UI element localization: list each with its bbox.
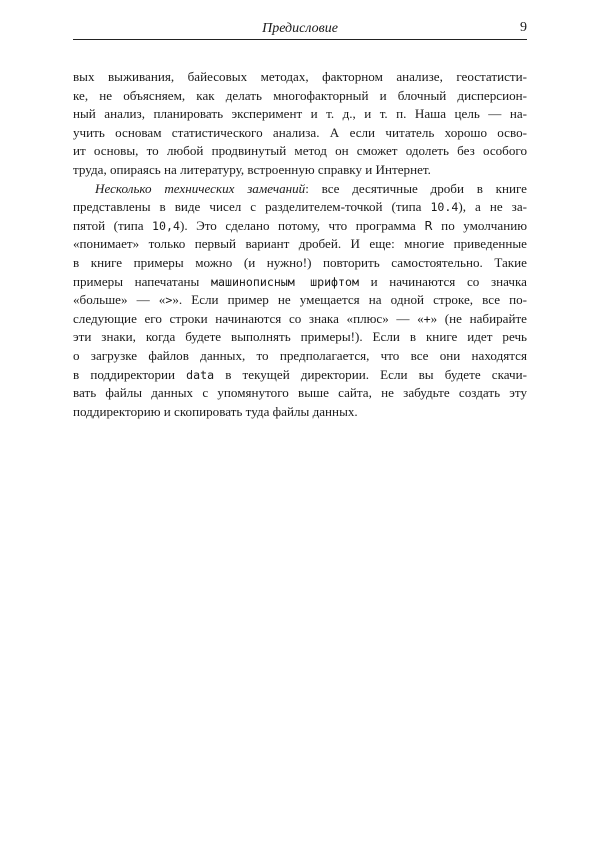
text-span: следующие его строки начинаются со знака «плюс» — « <box>73 310 424 326</box>
text-span: и начинаются со значка <box>358 273 527 289</box>
code-span: data <box>186 367 215 382</box>
text-span: ит основы, то любой продвинутый метод он сможет одолеть без особого <box>73 143 527 159</box>
text-span: пятой (типа <box>73 217 153 233</box>
text-span: » (не набирайте <box>430 310 527 326</box>
text-span: ный анализ, планировать эксперимент и т. д., и т. п. Наша цель — на- <box>73 106 527 122</box>
text-span: в поддиректории <box>73 366 187 382</box>
code-span: машинописным шрифтом <box>211 274 359 289</box>
italic-span: Несколько технических замечаний <box>95 180 306 196</box>
program-name: R <box>424 218 433 233</box>
text-span: поддиректорию и скопировать туда файлы данных. <box>73 403 358 419</box>
text-line <box>73 403 527 422</box>
text-line <box>73 291 527 310</box>
text-span: о загрузке файлов данных, то предполагается, что все они находятся <box>73 347 527 363</box>
text-span: : все десятичные дроби в книге <box>305 180 527 196</box>
text-line <box>73 217 527 236</box>
text-line <box>73 235 527 254</box>
body-text <box>73 68 527 421</box>
code-span: + <box>423 311 431 326</box>
text-span: ке, не объясняем, как делать многофакторный и блочный дисперсион- <box>73 87 527 103</box>
text-line <box>73 180 527 199</box>
text-span: в текущей директории. Если вы будете скачи- <box>214 366 527 382</box>
text-line <box>73 142 527 161</box>
text-span: вых выживания, байесовых методах, факторном анализе, геостатисти- <box>73 69 527 84</box>
text-line <box>73 124 527 143</box>
text-line <box>73 105 527 124</box>
book-page <box>73 20 527 421</box>
code-span: > <box>165 293 173 308</box>
code-span: 10.4 <box>430 200 459 215</box>
text-span: по умолчанию <box>432 217 527 233</box>
text-span: вать файлы данных с упомянутого выше сайта, не забудьте создать эту <box>73 385 527 401</box>
text-line <box>73 254 527 273</box>
text-line <box>73 384 527 403</box>
paragraph-1 <box>73 68 527 180</box>
text-line <box>73 198 527 217</box>
text-span: учить основам статистического анализа. А если читатель хорошо осво- <box>73 124 527 140</box>
text-span: ). Это сделано потому, что программа <box>179 217 425 233</box>
text-span: ), а не за- <box>458 199 527 215</box>
running-header <box>73 20 527 40</box>
text-line <box>73 273 527 292</box>
text-span: примеры напечатаны <box>73 273 211 289</box>
text-span: «больше» — « <box>73 292 166 308</box>
text-line <box>73 87 527 106</box>
paragraph-2 <box>73 180 527 422</box>
text-line <box>73 366 527 385</box>
code-span: 10,4 <box>152 218 180 233</box>
text-span: «понимает» только первый вариант дробей. И еще: многие приведенные <box>73 236 527 252</box>
text-span: ». Если пример не умещается на одной строке, все по- <box>172 292 527 308</box>
running-title: Предисловие <box>262 21 338 36</box>
page-number: 9 <box>520 20 527 35</box>
text-span: труда, опираясь на литературу, встроенную справку и Интернет. <box>73 161 431 177</box>
text-span: эти знаки, когда будете выполнять примеры!). Если в книге идет речь <box>73 329 527 345</box>
text-line <box>73 347 527 366</box>
text-line <box>73 68 527 87</box>
text-line <box>73 328 527 347</box>
text-span: представлены в виде чисел с разделителем-точкой (типа <box>73 199 431 215</box>
text-span: в книге примеры можно (и нужно!) повторить самостоятельно. Такие <box>73 254 527 270</box>
text-line <box>73 161 527 180</box>
text-line <box>73 310 527 329</box>
